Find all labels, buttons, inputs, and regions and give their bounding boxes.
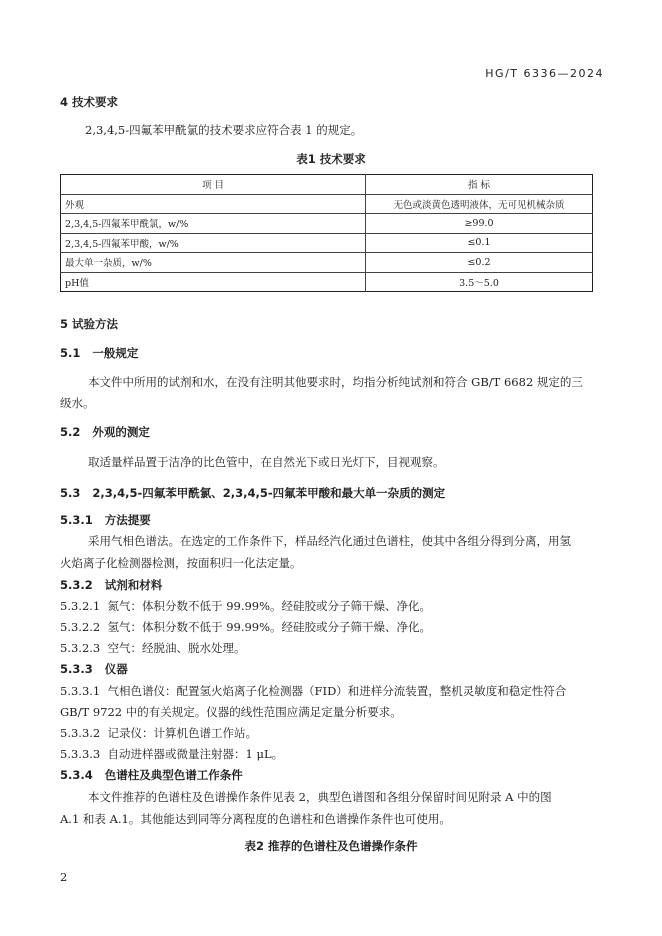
table-row — [61, 253, 593, 273]
section-5-1-text-cont: 级水。 — [60, 396, 95, 410]
section-number: 5.1 — [60, 346, 81, 360]
clause-text: 氢气：体积分数不低于 99.99%。经硅胶或分子筛干燥、净化。 — [107, 620, 432, 634]
section-title: 外观的测定 — [92, 425, 150, 439]
section-5-3-3-heading — [60, 661, 128, 677]
table-row — [61, 194, 593, 214]
section-number: 5.3.3 — [60, 662, 93, 676]
row-spec: ≤0.1 — [366, 233, 593, 253]
clause-text: 记录仪：计算机色谱工作站。 — [107, 726, 258, 740]
section-title: 色谱柱及典型色谱工作条件 — [104, 768, 243, 782]
row-item: 2,3,4,5-四氟苯甲酰氯，w/% — [61, 214, 366, 234]
section-number: 5.2 — [60, 425, 81, 439]
table-1-caption: 表1 技术要求 — [296, 152, 366, 166]
table-row — [61, 272, 593, 292]
clause-text: 空气：经脱油、脱水处理。 — [107, 641, 246, 655]
row-item: pH值 — [61, 272, 366, 292]
section-5-3-2-3 — [60, 640, 246, 656]
section-title: 试剂和材料 — [104, 578, 163, 592]
row-spec: ≥99.0 — [366, 214, 593, 234]
clause-text: 氮气：体积分数不低于 99.99%。经硅胶或分子筛干燥、净化。 — [107, 599, 432, 613]
section-4-heading: 4 技术要求 — [60, 95, 119, 109]
table-row — [61, 214, 593, 234]
clause-number: 5.3.2.3 — [60, 641, 101, 655]
clause-text: 自动进样器或微量注射器：1 μL。 — [107, 747, 284, 761]
clause-number: 5.3.3.2 — [60, 726, 101, 740]
section-5-3-1-heading — [60, 512, 151, 528]
table-1 — [60, 174, 593, 292]
row-item: 最大单一杂质，w/% — [61, 253, 366, 273]
section-5-3-1-text-cont: 火焰离子化检测器检测，按面积归一化法定量。 — [60, 556, 302, 570]
section-5-2-heading — [60, 424, 150, 440]
section-5-3-2-heading — [60, 577, 162, 593]
section-number: 5.3.2 — [60, 578, 93, 592]
section-5-3-4-text: 本文件推荐的色谱柱及色谱操作条件见表 2，典型色谱图和各组分保留时间见附录 A 中的图 — [88, 790, 552, 804]
page-number: 2 — [60, 870, 68, 884]
clause-number: 5.3.3.3 — [60, 747, 101, 761]
section-5-3-3-1-cont: GB/T 9722 中的有关规定。仪器的线性范围应满足定量分析要求。 — [60, 705, 402, 719]
clause-text: 气相色谱仪：配置氢火焰离子化检测器（FID）和进样分流装置，整机灵敏度和稳定性符合 — [107, 684, 567, 698]
section-4-intro: 2,3,4,5-四氟苯甲酰氯的技术要求应符合表 1 的规定。 — [85, 123, 363, 137]
section-5-3-1-text: 采用气相色谱法。在选定的工作条件下，样品经汽化通过色谱柱，使其中各组分得到分离，用氢 — [88, 534, 571, 548]
section-title: 仪器 — [104, 662, 128, 676]
clause-number: 5.3.2.1 — [60, 599, 101, 613]
section-title: 一般规定 — [92, 346, 139, 360]
section-number: 5.3.1 — [60, 513, 93, 527]
row-spec: ≤0.2 — [366, 253, 593, 273]
table-2-caption: 表2 推荐的色谱柱及色谱操作条件 — [244, 839, 418, 853]
table-header-row — [61, 175, 593, 195]
section-5-heading: 5 试验方法 — [60, 317, 119, 331]
section-5-3-heading — [60, 485, 445, 501]
section-title: 方法提要 — [104, 513, 151, 527]
section-title: 2,3,4,5-四氟苯甲酰氯、2,3,4,5-四氟苯甲酸和最大单一杂质的测定 — [92, 486, 446, 500]
section-5-3-4-text-cont: A.1 和表 A.1。其他能达到同等分离程度的色谱柱和色谱操作条件也可使用。 — [60, 812, 451, 826]
standard-code: HG/T 6336—2024 — [485, 67, 604, 80]
row-item: 外观 — [61, 194, 366, 214]
section-5-3-3-3 — [60, 746, 283, 762]
section-number: 5.3.4 — [60, 768, 93, 782]
section-5-3-2-1 — [60, 598, 431, 614]
row-item: 2,3,4,5-四氟苯甲酸，w/% — [61, 233, 366, 253]
section-5-2-text: 取适量样品置于洁净的比色管中，在自然光下或日光灯下，目视观察。 — [88, 455, 445, 469]
row-spec: 无色或淡黄色透明液体，无可见机械杂质 — [366, 194, 593, 214]
section-5-3-4-heading — [60, 767, 243, 783]
section-number: 5.3 — [60, 486, 81, 500]
header-spec: 指 标 — [366, 175, 593, 195]
section-5-3-3-1 — [60, 683, 566, 699]
section-5-3-3-2 — [60, 725, 257, 741]
row-spec: 3.5～5.0 — [366, 272, 593, 292]
table-row — [61, 233, 593, 253]
section-5-1-heading — [60, 345, 138, 361]
section-5-1-text: 本文件中所用的试剂和水，在没有注明其他要求时，均指分析纯试剂和符合 GB/T 6682 规定的三 — [88, 375, 583, 389]
header-item: 项 目 — [61, 175, 366, 195]
clause-number: 5.3.3.1 — [60, 684, 101, 698]
section-5-3-2-2 — [60, 619, 431, 635]
clause-number: 5.3.2.2 — [60, 620, 101, 634]
